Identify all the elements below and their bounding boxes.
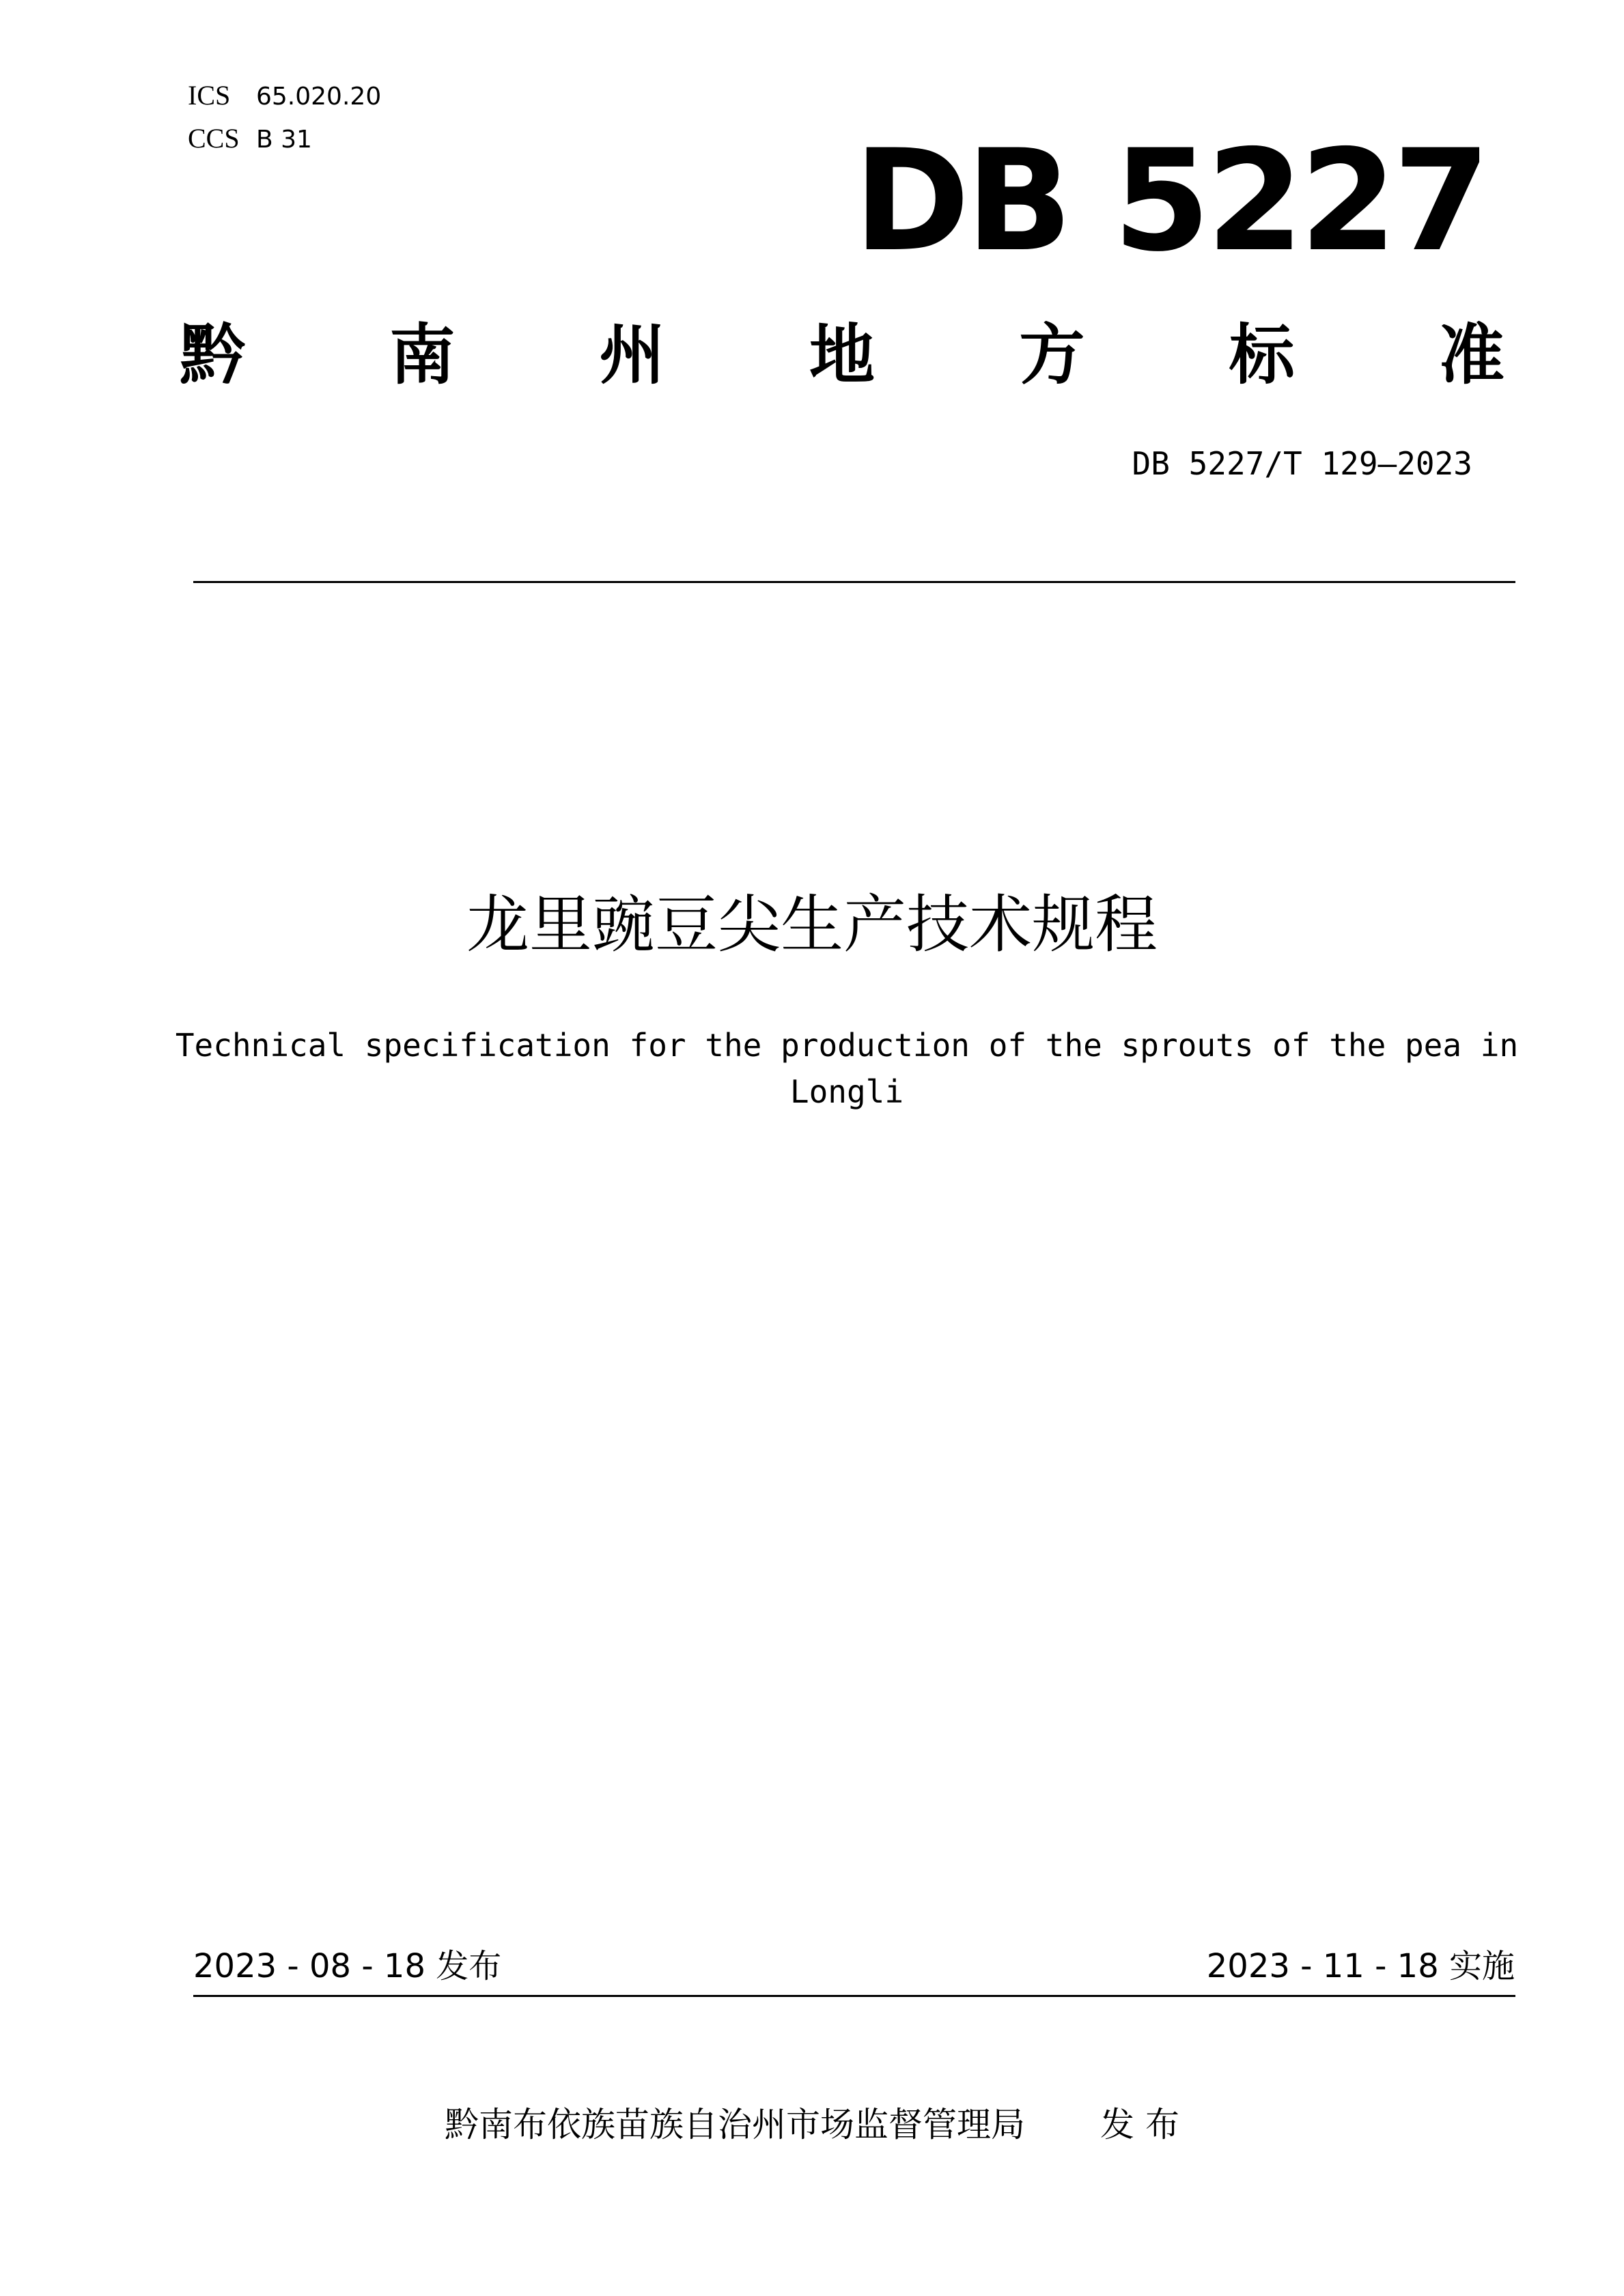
publisher-name: 黔南布依族苗族自治州市场监督管理局 [445,2105,1026,2144]
standard-type [180,317,1504,393]
implement-date: 2023 - 11 - 18 实施 [1206,1947,1515,1985]
title-english: Technical specification for the production of the sprouts of the pea in Longli [175,1027,1519,1110]
standard-code: DB 5227/T 129—2023 [1132,445,1472,482]
ccs-value: B 31 [256,126,312,154]
bottom-divider [193,1995,1515,1997]
standard-type-char: 准 [1438,317,1504,393]
standard-type-char: 州 [599,317,665,393]
ics-value: 65.020.20 [256,83,382,111]
standard-type-char: 黔 [180,317,245,393]
ics-row [188,82,381,109]
standard-type-char: 南 [389,317,456,393]
standard-type-char: 标 [1229,317,1295,393]
title-chinese: 龙里豌豆尖生产技术规程 [466,888,1158,961]
ccs-row [188,125,312,152]
top-divider [193,581,1515,583]
ccs-label: CCS [188,123,240,154]
standard-type-char: 地 [809,317,875,393]
issue-date: 2023 - 08 - 18 发布 [193,1947,502,1985]
publisher-line [0,2103,1624,2146]
ics-label: ICS [188,80,231,111]
db-logo: DB 5227 [854,120,1487,283]
publisher-action: 发 布 [1100,2105,1179,2144]
standard-type-char: 方 [1019,317,1085,393]
